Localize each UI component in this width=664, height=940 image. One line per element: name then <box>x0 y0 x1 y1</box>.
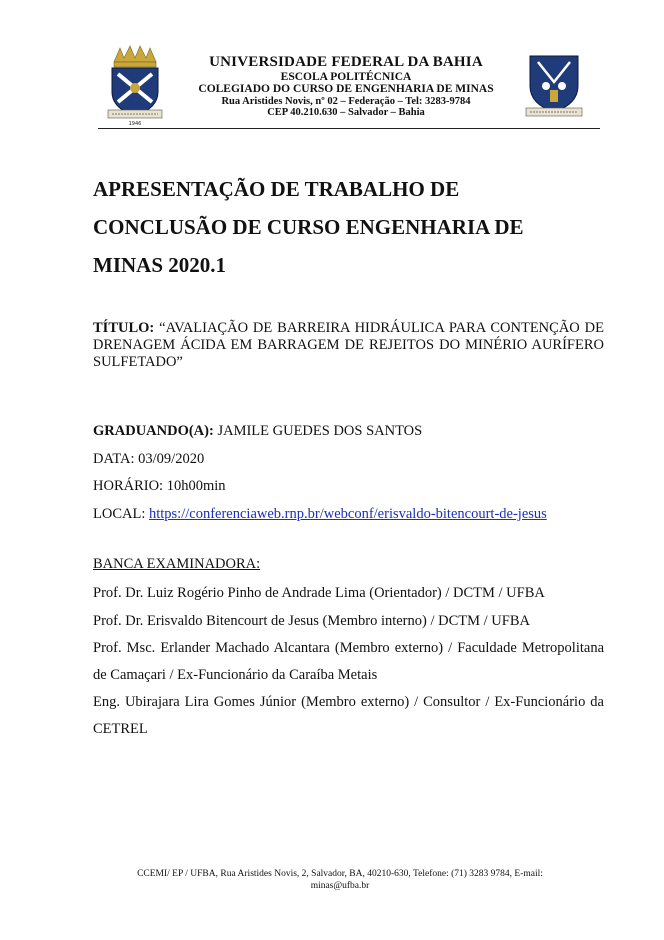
board-member: Prof. Dr. Erisvaldo Bitencourt de Jesus (Membro interno) / DCTM / UFBA <box>93 613 530 629</box>
footer-line-2: minas@ufba.br <box>310 881 370 891</box>
board-member: Prof. Dr. Luiz Rogério Pinho de Andrade Lima (Orientador) / DCTM / UFBA <box>93 585 545 601</box>
location-label: LOCAL: <box>93 506 149 522</box>
footer-line-1: CCEMI/ EP / UFBA, Rua Aristides Novis, 2, Salvador, BA, 40210-630, Telefone: (71) 3283 9784, E-mail: <box>137 869 543 879</box>
conference-link[interactable]: https://conferenciaweb.rnp.br/webconf/erisvaldo-bitencourt-de-jesus <box>148 506 547 522</box>
letterhead <box>170 54 522 119</box>
school-name: ESCOLA POLITÉCNICA <box>280 70 412 83</box>
work-title-text: “AVALIAÇÃO DE BARREIRA HIDRÁULICA PARA CONTENÇÃO DE DRENAGEM ÁCIDA EM BARRAGEM DE REJEITOS DO MINÉRIO AURÍFERO SULFETADO” <box>93 320 604 370</box>
university-name: UNIVERSIDADE FEDERAL DA BAHIA <box>209 54 483 70</box>
svg-text:1946: 1946 <box>128 121 142 126</box>
title-line-2: CONCLUSÃO DE CURSO ENGENHARIA DE <box>93 215 524 239</box>
header-divider <box>98 128 600 129</box>
collegiate-name: COLEGIADO DO CURSO DE ENGENHARIA DE MINAS <box>198 83 494 96</box>
address-line-1: Rua Aristides Novis, nº 02 – Federação – Tel: 3283-9784 <box>221 95 471 107</box>
graduando-label: GRADUANDO(A): <box>93 423 214 439</box>
address-line-2: CEP 40.210.630 – Salvador – Bahia <box>267 107 425 119</box>
board-member: Eng. Ubirajara Lira Gomes Júnior (Membro externo) / Consultor / Ex-Funcionário da CETREL <box>93 694 604 737</box>
graduando-value: JAMILE GUEDES DOS SANTOS <box>213 423 423 439</box>
polytechnic-crest-logo <box>524 52 584 120</box>
work-title <box>93 320 604 371</box>
date-line: DATA: 03/09/2020 <box>93 451 205 467</box>
location-line <box>93 506 604 523</box>
title-line-1: APRESENTAÇÃO DE TRABALHO DE <box>93 177 460 201</box>
ufba-crest-logo <box>104 44 166 126</box>
title-line-3: MINAS 2020.1 <box>93 253 227 277</box>
time-line: HORÁRIO: 10h00min <box>93 478 226 494</box>
board-member: Prof. Msc. Erlander Machado Alcantara (Membro externo) / Faculdade Metropolitana de Camaçari / Ex-Funcionário da Caraíba Metais <box>93 640 604 683</box>
work-title-label: TÍTULO: <box>93 320 155 336</box>
graduando-line <box>93 423 604 440</box>
document-title <box>93 170 604 284</box>
examining-board-heading: BANCA EXAMINADORA: <box>93 556 261 572</box>
page-footer <box>110 868 570 892</box>
